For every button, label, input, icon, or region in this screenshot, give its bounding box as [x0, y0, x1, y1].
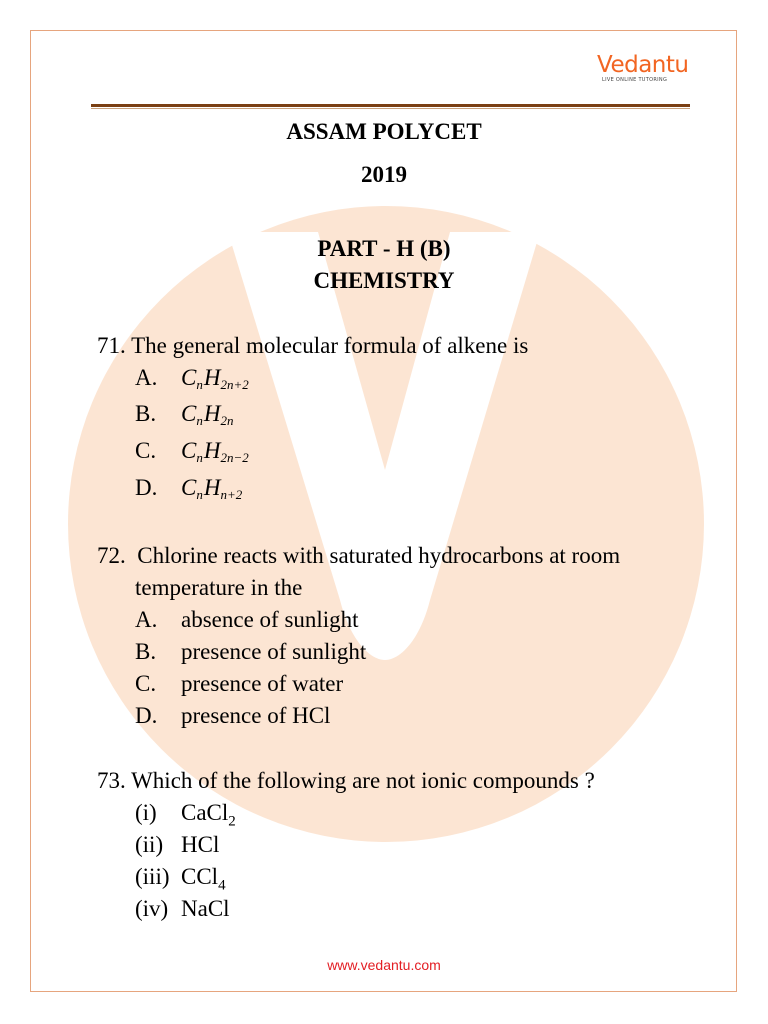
option-label: (iv): [135, 896, 169, 921]
formula: $C_nH_{2n-2}$: [181, 438, 249, 465]
option-label: A.: [135, 607, 158, 632]
question-73: [97, 765, 595, 797]
option-text: NaCl: [181, 896, 230, 921]
option-72-b: [135, 636, 366, 668]
option-label: B.: [135, 639, 157, 664]
option-text: presence of water: [181, 671, 344, 696]
option-73-iii: (iii) CCl$_4$: [135, 861, 226, 902]
question-number: 72.: [97, 543, 126, 568]
header-rule-thin: [91, 108, 690, 109]
question-71: [97, 330, 528, 362]
option-73-i: (i) CaCl$_2$: [135, 797, 236, 838]
option-71-a: [135, 362, 249, 397]
option-text: HCl: [181, 832, 220, 857]
formula: $C_nH_{n+2}$: [181, 475, 243, 502]
formula: $C_nH_{2n}$: [181, 401, 234, 428]
footer-url[interactable]: www.vedantu.com: [327, 957, 441, 973]
option-label: B.: [135, 401, 157, 426]
option-label: C.: [135, 671, 157, 696]
exam-title: ASSAM POLYCET: [286, 119, 482, 144]
question-72: [97, 540, 620, 572]
question-number: 71.: [97, 333, 126, 358]
option-71-c: [135, 435, 249, 470]
option-73-iv: [135, 893, 230, 925]
option-71-b: [135, 398, 233, 433]
option-label: C.: [135, 438, 157, 463]
subject-heading: CHEMISTRY: [313, 268, 455, 293]
option-72-a: [135, 604, 359, 636]
part-heading: PART - H (B): [317, 236, 451, 261]
option-text: presence of sunlight: [181, 639, 367, 664]
question-number: 73.: [97, 768, 126, 793]
option-label: (iii): [135, 864, 170, 889]
option-label: A.: [135, 365, 158, 390]
header-rule: [91, 104, 690, 107]
option-text: presence of HCl: [181, 703, 331, 728]
option-text: CaCl: [181, 800, 229, 825]
question-72-continued: temperature in the: [135, 575, 303, 600]
question-text: The general molecular formula of alkene is: [131, 333, 529, 358]
option-label: (i): [135, 800, 157, 825]
exam-year: 2019: [361, 162, 407, 187]
option-72-c: [135, 668, 343, 700]
logo-tagline: LIVE ONLINE TUTORING: [602, 77, 668, 83]
question-text: Which of the following are not ionic compounds ?: [131, 768, 595, 793]
option-71-d: [135, 472, 242, 507]
option-text: CCl: [181, 864, 219, 889]
formula: $C_nH_{2n+2}$: [181, 365, 249, 392]
logo-brand: Vedantu: [597, 52, 689, 78]
option-label: D.: [135, 475, 158, 500]
option-label: (ii): [135, 832, 164, 857]
option-text: absence of sunlight: [181, 607, 359, 632]
option-label: D.: [135, 703, 158, 728]
vedantu-logo: [597, 52, 689, 92]
option-72-d: [135, 700, 330, 732]
option-73-ii: [135, 829, 219, 861]
question-text: Chlorine reacts with saturated hydrocarbons at room: [137, 543, 621, 568]
